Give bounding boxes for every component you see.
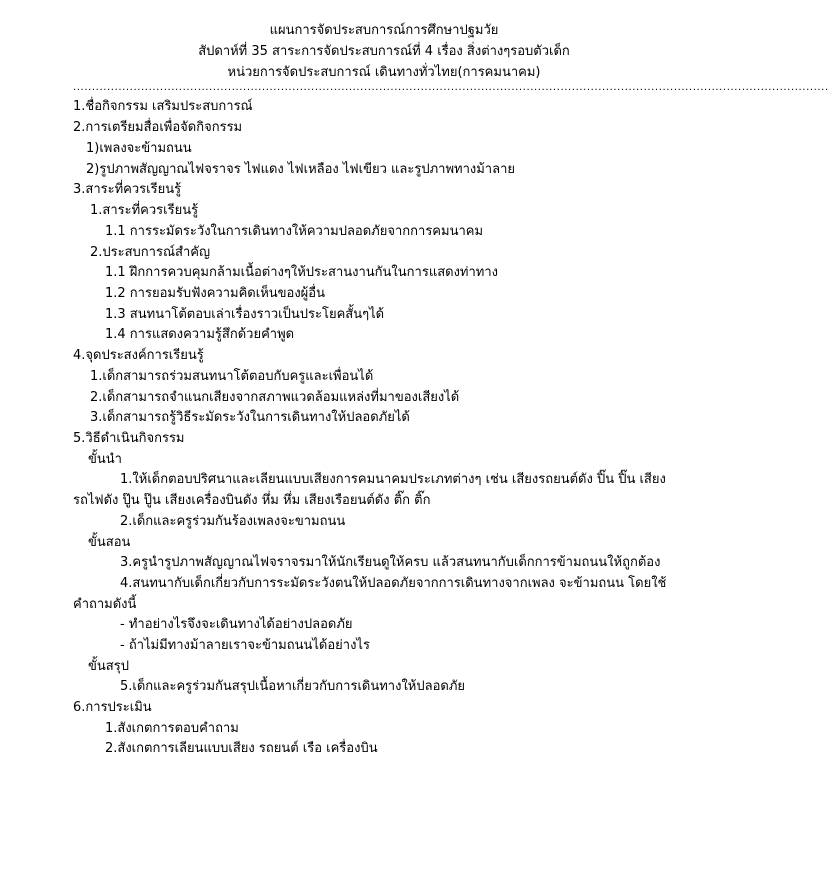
procedure-step-continued: คำถามดังนี้ [73, 597, 137, 612]
objective-item: 3.เด็กสามารถรู้วิธีระมัดระวังในการเดินทางให้ปลอดภัยได้ [90, 410, 410, 425]
procedure-step: 3.ครูนำรูปภาพสัญญาณไฟจราจรมาให้นักเรียนดูให้ครบ แล้วสนทนากับเด็กการข้ามถนนให้ถูกต้อง [120, 555, 661, 570]
content-item: 1.4 การแสดงความรู้สึกด้วยคำพูด [105, 327, 295, 342]
section-objectives-heading: 4.จุดประสงค์การเรียนรู้ [73, 348, 204, 363]
section-activity-heading: 1.ชื่อกิจกรรม เสริมประสบการณ์ [73, 99, 253, 114]
content-subheading: 2.ประสบการณ์สำคัญ [90, 245, 211, 260]
document-subtitle: สัปดาห์ที่ 35 สาระการจัดประสบการณ์ที่ 4 เรื่อง สิ่งต่างๆรอบตัวเด็ก [198, 44, 570, 59]
procedure-step-continued: รถไฟดัง ปู๊น ปู๊น เสียงเครื่องบินดัง หึ่ม หึ่ม เสียงเรือยนต์ดัง ติ๊ก ติ๊ก [73, 493, 431, 508]
procedure-step: 1.ให้เด็กตอบปริศนาและเลียนแบบเสียงการคมนาคมประเภทต่างๆ เช่น เสียงรถยนต์ดัง ปิ๊น ปิ๊น เสียง [120, 472, 666, 487]
procedure-stage-teach: ขั้นสอน [88, 535, 131, 550]
materials-item: 1)เพลงจะข้ามถนน [86, 141, 192, 156]
procedure-question: - ทำอย่างไรจึงจะเดินทางได้อย่างปลอดภัย [120, 617, 353, 632]
document-unit: หน่วยการจัดประสบการณ์ เดินทางทั่วไทย(การคมนาคม) [227, 65, 541, 80]
procedure-question: - ถ้าไม่มีทางม้าลายเราจะข้ามถนนได้อย่างไร [120, 638, 370, 653]
content-item: 1.1 ฝึกการควบคุมกล้ามเนื้อต่างๆให้ประสานงานกันในการแสดงท่าทาง [105, 265, 499, 280]
document-title: แผนการจัดประสบการณ์การศึกษาปฐมวัย [269, 23, 499, 38]
evaluation-item: 2.สังเกตการเลียนแบบเสียง รถยนต์ เรือ เครื่องบิน [105, 741, 378, 756]
procedure-stage-intro: ขั้นนำ [88, 452, 122, 467]
content-subheading: 1.สาระที่ควรเรียนรู้ [90, 203, 199, 218]
section-procedure-heading: 5.วิธีดำเนินกิจกรรม [73, 431, 185, 446]
procedure-stage-summary: ขั้นสรุป [88, 659, 129, 674]
evaluation-item: 1.สังเกตการตอบคำถาม [105, 721, 239, 736]
content-item: 1.3 สนทนาโต้ตอบเล่าเรื่องราวเป็นประโยคสั้นๆได้ [105, 307, 385, 322]
section-content-heading: 3.สาระที่ควรเรียนรู้ [73, 182, 182, 197]
section-evaluation-heading: 6.การประเมิน [73, 700, 152, 715]
objective-item: 2.เด็กสามารถจำแนกเสียงจากสภาพแวดล้อมแหล่งที่มาของเสียงได้ [90, 390, 460, 405]
materials-item: 2)รูปภาพสัญญาณไฟจราจร ไฟแดง ไฟเหลือง ไฟเขียว และรูปภาพทางม้าลาย [86, 162, 515, 177]
section-materials-heading: 2.การเตรียมสื่อเพื่อจัดกิจกรรม [73, 120, 243, 135]
content-item: 1.1 การระมัดระวังในการเดินทางให้ความปลอดภัยจากการคมนาคม [105, 224, 484, 239]
procedure-step: 4.สนทนากับเด็กเกี่ยวกับการระมัดระวังตนให้ปลอดภัยจากการเดินทางจากเพลง จะข้ามถนน โดยใช้ [120, 576, 667, 591]
content-item: 1.2 การยอมรับฟังความคิดเห็นของผู้อื่น [105, 286, 325, 301]
dotted-separator: ........................................................................................................................................................................................................ [73, 82, 829, 93]
procedure-step: 5.เด็กและครูร่วมกันสรุปเนื้อหาเกี่ยวกับการเดินทางให้ปลอดภัย [120, 679, 466, 694]
objective-item: 1.เด็กสามารถร่วมสนทนาโต้ตอบกับครูและเพื่อนได้ [90, 369, 374, 384]
procedure-step: 2.เด็กและครูร่วมกันร้องเพลงจะขามถนน [120, 514, 346, 529]
